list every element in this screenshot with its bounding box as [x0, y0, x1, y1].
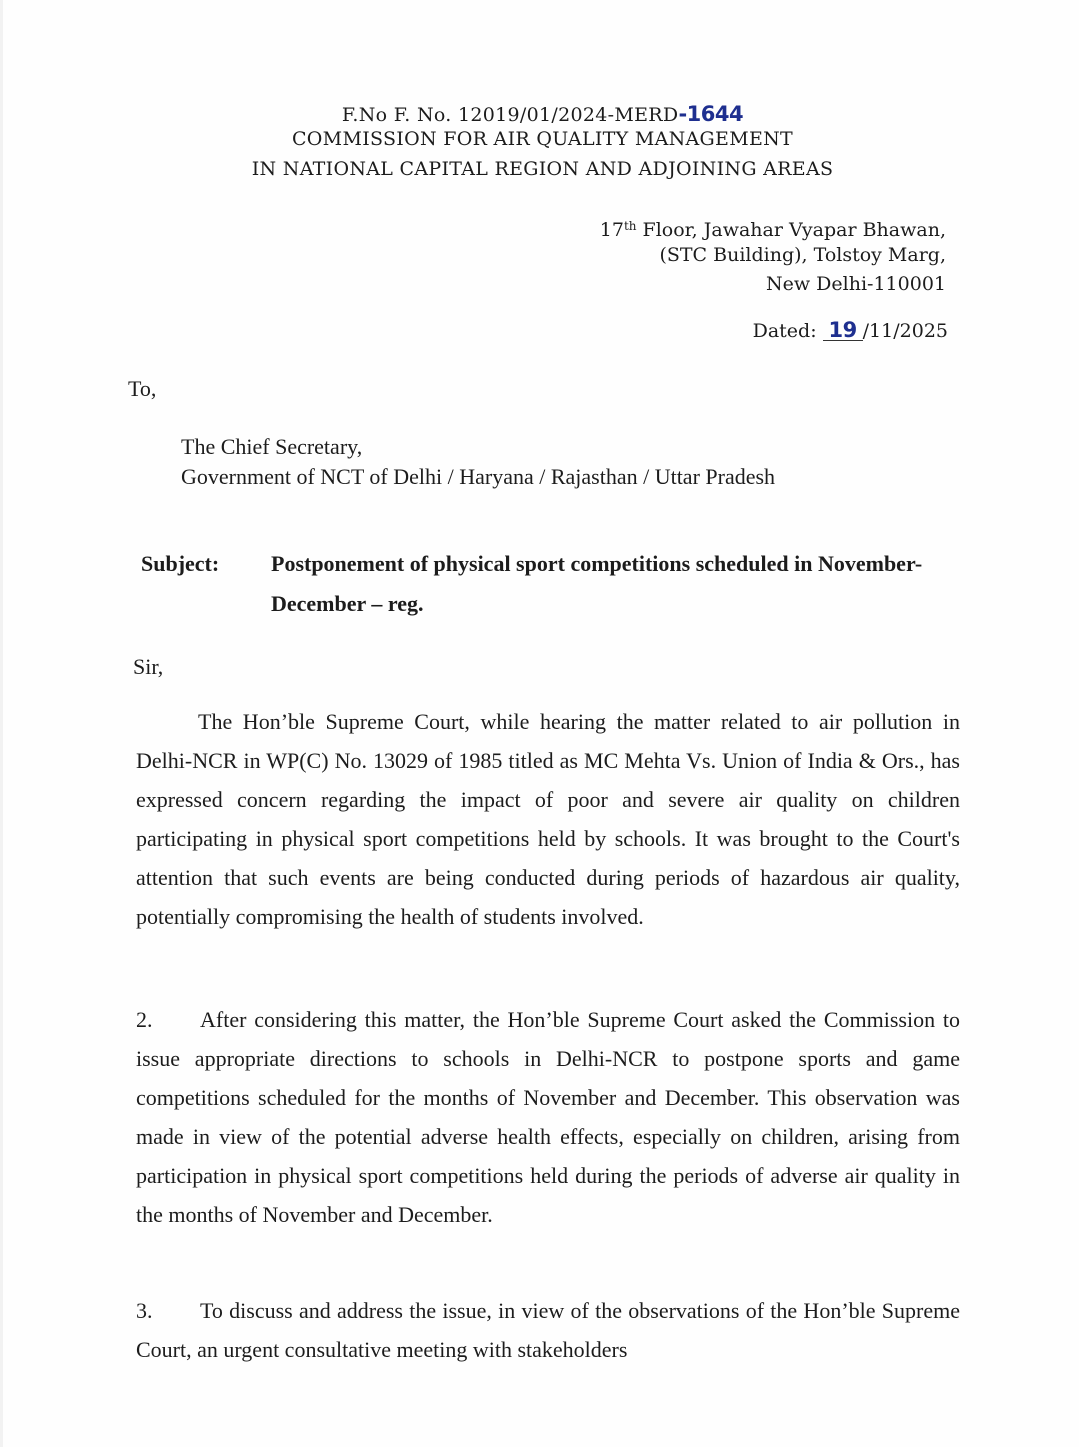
organization-name: COMMISSION FOR AIR QUALITY MANAGEMENT: [291, 128, 794, 150]
paragraph-number: 3.: [136, 1298, 153, 1323]
paragraph-text: To discuss and address the issue, in view of the observations of the Hon’ble Supreme Court, an urgent consultative meeting with stakeholders: [136, 1298, 960, 1362]
subject-text: Postponement of physical sport competitions scheduled in November-December – reg.: [271, 551, 923, 616]
recipient-governments: Government of NCT of Delhi / Haryana / Rajasthan / Uttar Pradesh: [181, 464, 776, 489]
subject-label: Subject:: [141, 551, 220, 576]
file-number-handwritten: -1644: [678, 102, 744, 126]
paragraph-number: 2.: [136, 1007, 153, 1032]
addressee-to: To,: [128, 376, 157, 401]
paragraph-2: [136, 1000, 960, 1234]
paragraph-text: The Hon’ble Supreme Court, while hearing the matter related to air pollution in Delhi-NCR in WP(C) No. 13029 of 1985 titled as MC Mehta Vs. Union of India & Ors., has expressed concern regarding the impact of poor and severe air quality on children participating in physical sport competitions held by schools. It was brought to the Court's attention that such events are being conducted during periods of hazardous air quality, potentially compromising the health of students involved.: [136, 709, 960, 929]
salutation: Sir,: [133, 654, 164, 679]
recipient-block: [181, 432, 775, 492]
file-number-printed: F.No F. No. 12019/01/2024-MERD: [341, 104, 679, 126]
recipient-title: The Chief Secretary,: [181, 434, 363, 459]
date-line: [753, 320, 948, 342]
date-month-year: /11/2025: [862, 320, 948, 342]
paragraph-3: [136, 1291, 960, 1369]
date-day-handwritten: 19: [823, 320, 863, 341]
address-line-1: 17th Floor, Jawahar Vyapar Bhawan,: [599, 219, 946, 241]
address-line-3: New Delhi-110001: [766, 273, 946, 295]
paragraph-1: [136, 702, 960, 936]
subject-line: [141, 544, 961, 624]
date-label: Dated:: [752, 320, 823, 342]
paragraph-text: After considering this matter, the Hon’ble Supreme Court asked the Commission to issue appropriate directions to schools in Delhi-NCR to postpone sports and game competitions scheduled for the months of November and December. This observation was made in view of the potential adverse health effects, especially on children, arising from participation in physical sport competitions held during the periods of adverse air quality in the months of November and December.: [136, 1007, 960, 1227]
organization-region: IN NATIONAL CAPITAL REGION AND ADJOINING AREAS: [251, 158, 834, 180]
address-line-2: (STC Building), Tolstoy Marg,: [659, 244, 946, 266]
